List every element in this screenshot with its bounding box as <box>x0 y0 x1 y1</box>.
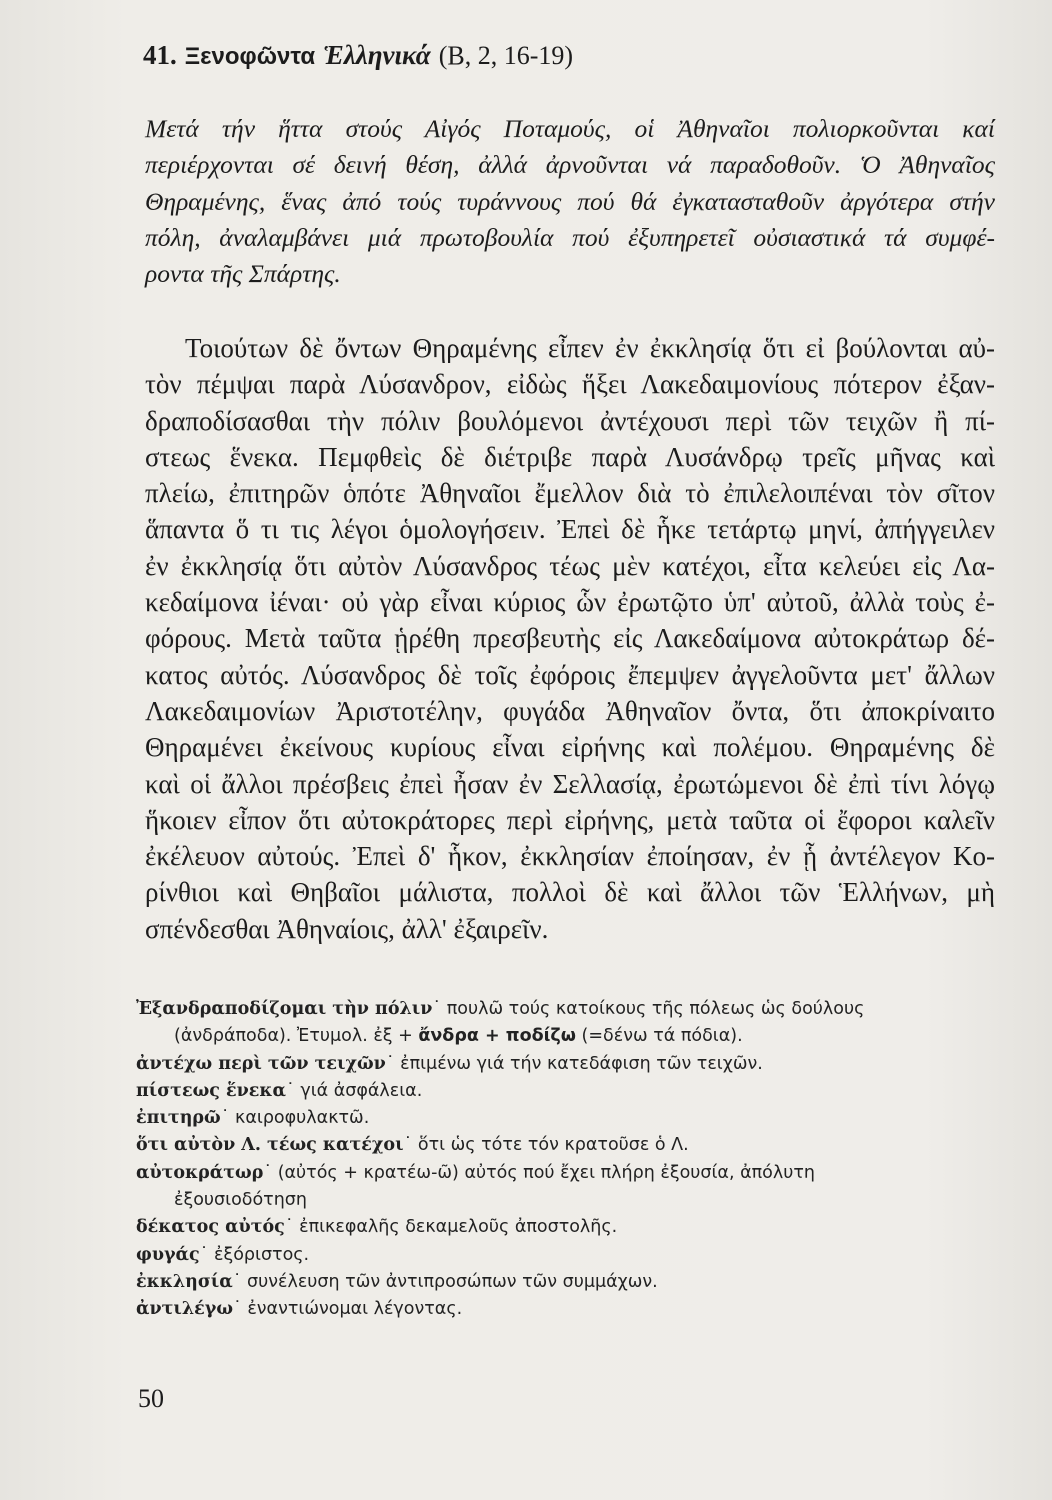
greek-line: τὸν πέμψαι παρὰ Λύσανδρον, εἰδὼς ἥξει Λακεδαιμονίους πότερον ἐξαν- <box>145 369 995 400</box>
glossary-term: Ἐξανδραποδίζομαι τὴν πόλιν <box>136 999 433 1019</box>
greek-line: Λακεδαιμονίων Ἀριστοτέλην, φυγάδα Ἀθηναῖον ὄντα, ὅτι ἀποκρίναιτο <box>145 695 995 726</box>
glossary-definition: γιά ἀσφάλεια. <box>300 1080 423 1101</box>
glossary-entry: πίστεως ἕνεκα˙ γιά ἀσφάλεια. <box>136 1080 423 1101</box>
glossary-entry: Ἐξανδραποδίζομαι τὴν πόλιν˙ πουλῶ τούς κατοίκους τῆς πόλεως ὡς δούλους <box>136 999 865 1019</box>
glossary-term: δέκατος αὐτός <box>136 1217 285 1238</box>
glossary-definition: ἐπιμένω γιά τήν κατεδάφιση τῶν τειχῶν. <box>400 1053 763 1074</box>
glossary-definition: ἐξόριστος. <box>213 1244 310 1265</box>
greek-line: κατος αὐτός. Λύσανδρος δὲ τοῖς ἐφόροις ἔπεμψεν ἀγγελοῦντα μετ' ἄλλων <box>145 659 995 690</box>
section-heading <box>143 38 1003 74</box>
author-name: Ξενοφῶντα <box>184 43 316 70</box>
greek-line: ἥκοιεν εἶπον ὅτι αὐτοκράτορες περὶ εἰρήνης, μετὰ ταῦτα οἱ ἔφοροι καλεῖν <box>145 804 995 835</box>
glossary-term: ἐκκλησία <box>136 1271 233 1292</box>
greek-line: πλείω, ἐπιτηρῶν ὁπότε Ἀθηναῖοι ἔμελλον διὰ τὸ ἐπιλελοιπέναι τὸν σῖτον <box>145 478 995 509</box>
greek-line: ἐκέλευον αὐτούς. Ἐπεὶ δ' ἧκον, ἐκκλησίαν ἐποίησαν, ἐν ᾗ ἀντέλεγον Κο- <box>145 841 995 872</box>
glossary-term: ἀντέχω περὶ τῶν τειχῶν <box>136 1053 386 1074</box>
glossary-definition: ἐναντιώνομαι λέγοντας. <box>247 1299 463 1320</box>
greek-line: καὶ οἱ ἄλλοι πρέσβεις ἐπεὶ ἦσαν ἐν Σελλασίᾳ, ἐρωτώμενοι δὲ ἐπὶ τίνι λόγῳ <box>145 768 995 799</box>
greek-line: ρίνθιοι καὶ Θηβαῖοι μάλιστα, πολλοὶ δὲ καὶ ἄλλοι τῶν Ἑλλήνων, μὴ <box>145 877 995 908</box>
glossary-entry-continuation <box>136 1187 996 1214</box>
glossary-etymology: ἄνδρα + ποδίζω <box>418 1026 576 1047</box>
greek-line: κεδαίμονα ἰέναι· οὐ γὰρ εἶναι κύριος ὧν ἐρωτῷτο ὑπ' αὐτοῦ, ἀλλὰ τοὺς ἐ- <box>145 587 995 618</box>
glossary-entry: ὅτι αὐτὸν Λ. τέως κατέχοι˙ ὅτι ὡς τότε τόν κρατοῦσε ὁ Λ. <box>136 1135 689 1156</box>
work-title: Ἑλληνικά <box>323 40 431 70</box>
intro-line: περιέρχονται σέ δεινή θέση, ἀλλά ἀρνοῦνται νά παραδοθοῦν. Ὁ Ἀθηναῖος <box>145 150 995 180</box>
page-number: 50 <box>138 1384 164 1413</box>
glossary-definition: ὅτι ὡς τότε τόν κρατοῦσε ὁ Λ. <box>417 1135 689 1156</box>
greek-line: Τοιούτων δὲ ὄντων Θηραμένης εἶπεν ἐν ἐκκλησίᾳ ὅτι εἰ βούλονται αὐ- <box>185 333 995 363</box>
intro-line: πόλη, ἀναλαμβάνει μιά πρωτοβουλία πού ἐξυπηρετεῖ οὐσιαστικά τά συμφέ- <box>145 222 995 252</box>
glossary-entry: ἐπιτηρῶ˙ καιροφυλακτῶ. <box>136 1108 370 1129</box>
glossary-definition: (αὐτός + κρατέω-ῶ) αὐτός πού ἔχει πλήρη ἐξουσία, ἀπόλυτη <box>277 1162 815 1183</box>
glossary-definition: ἐξουσιοδότηση <box>174 1190 307 1211</box>
glossary-definition: καιροφυλακτῶ. <box>235 1108 370 1129</box>
glossary-definition: (ἀνδράποδα). Ἐτυμολ. ἐξ + <box>174 1026 419 1047</box>
glossary-definition: ἐπικεφαλῆς δεκαμελοῦς ἀποστολῆς. <box>299 1217 618 1238</box>
glossary-definition: συνέλευση τῶν ἀντιπροσώπων τῶν συμμάχων. <box>247 1271 658 1292</box>
work-reference: (Β, 2, 16-19) <box>438 41 574 70</box>
glossary-entry-continuation <box>136 1023 996 1050</box>
intro-paragraph <box>145 111 995 292</box>
glossary-term: ἀντιλέγω <box>136 1299 233 1320</box>
glossary-entry: ἐκκλησία˙ συνέλευση τῶν ἀντιπροσώπων τῶν συμμάχων. <box>136 1271 658 1292</box>
glossary-entry: δέκατος αὐτός˙ ἐπικεφαλῆς δεκαμελοῦς ἀποστολῆς. <box>136 1217 618 1238</box>
glossary-definition-tail: (=δένω τά πόδια). <box>575 1026 743 1047</box>
greek-line: Θηραμένει ἐκείνους κυρίους εἶναι εἰρήνης καὶ πολέμου. Θηραμένης δὲ <box>145 732 995 763</box>
greek-line: σπένδεσθαι Ἀθηναίοις, ἀλλ' ἐξαιρεῖν. <box>145 913 549 944</box>
intro-line: ροντα τῆς Σπάρτης. <box>145 259 341 289</box>
glossary-term: ὅτι αὐτὸν Λ. τέως κατέχοι <box>136 1135 404 1156</box>
intro-line: Θηραμένης, ἕνας ἀπό τούς τυράννους πού θά ἐγκατασταθοῦν ἀργότερα στήν <box>145 186 995 216</box>
greek-line: στεως ἕνεκα. Πεμφθεὶς δὲ διέτριβε παρὰ Λυσάνδρῳ τρεῖς μῆνας καὶ <box>145 441 995 472</box>
intro-line: Μετά τήν ἥττα στούς Αἰγός Ποταμούς, οἱ Ἀθηναῖοι πολιορκοῦνται καί <box>145 114 995 143</box>
glossary-term: ἐπιτηρῶ <box>136 1108 221 1129</box>
greek-line: ἐν ἐκκλησίᾳ ὅτι αὐτὸν Λύσανδρος τέως μὲν κατέχοι, εἶτα κελεύει εἰς Λα- <box>145 550 995 581</box>
glossary-entry: ἀντέχω περὶ τῶν τειχῶν˙ ἐπιμένω γιά τήν κατεδάφιση τῶν τειχῶν. <box>136 1053 763 1074</box>
greek-line: δραποδίσασθαι τὴν πόλιν βουλόμενοι ἀντέχουσι περὶ τῶν τειχῶν ἢ πί- <box>145 405 995 436</box>
glossary-entry: αὐτοκράτωρ˙ (αὐτός + κρατέω-ῶ) αὐτός πού ἔχει πλήρη ἐξουσία, ἀπόλυτη <box>136 1162 815 1183</box>
glossary-term: φυγάς <box>136 1244 200 1265</box>
glossary-term: πίστεως ἕνεκα <box>136 1080 287 1101</box>
greek-line: ἅπαντα ὅ τι τις λέγοι ὁμολογήσειν. Ἐπεὶ δὲ ἧκε τετάρτῳ μηνί, ἀπήγγειλεν <box>145 514 995 545</box>
glossary <box>136 996 996 1324</box>
glossary-definition: πουλῶ τούς κατοίκους τῆς πόλεως ὡς δούλους <box>446 999 865 1019</box>
greek-text <box>145 330 995 947</box>
glossary-entry: ἀντιλέγω˙ ἐναντιώνομαι λέγοντας. <box>136 1299 463 1320</box>
greek-line: φόρους. Μετὰ ταῦτα ᾑρέθη πρεσβευτὴς εἰς Λακεδαίμονα αὐτοκράτωρ δέ- <box>145 623 995 654</box>
glossary-entry: φυγάς˙ ἐξόριστος. <box>136 1244 310 1265</box>
glossary-term: αὐτοκράτωρ <box>136 1162 264 1183</box>
section-number: 41. <box>143 40 177 70</box>
